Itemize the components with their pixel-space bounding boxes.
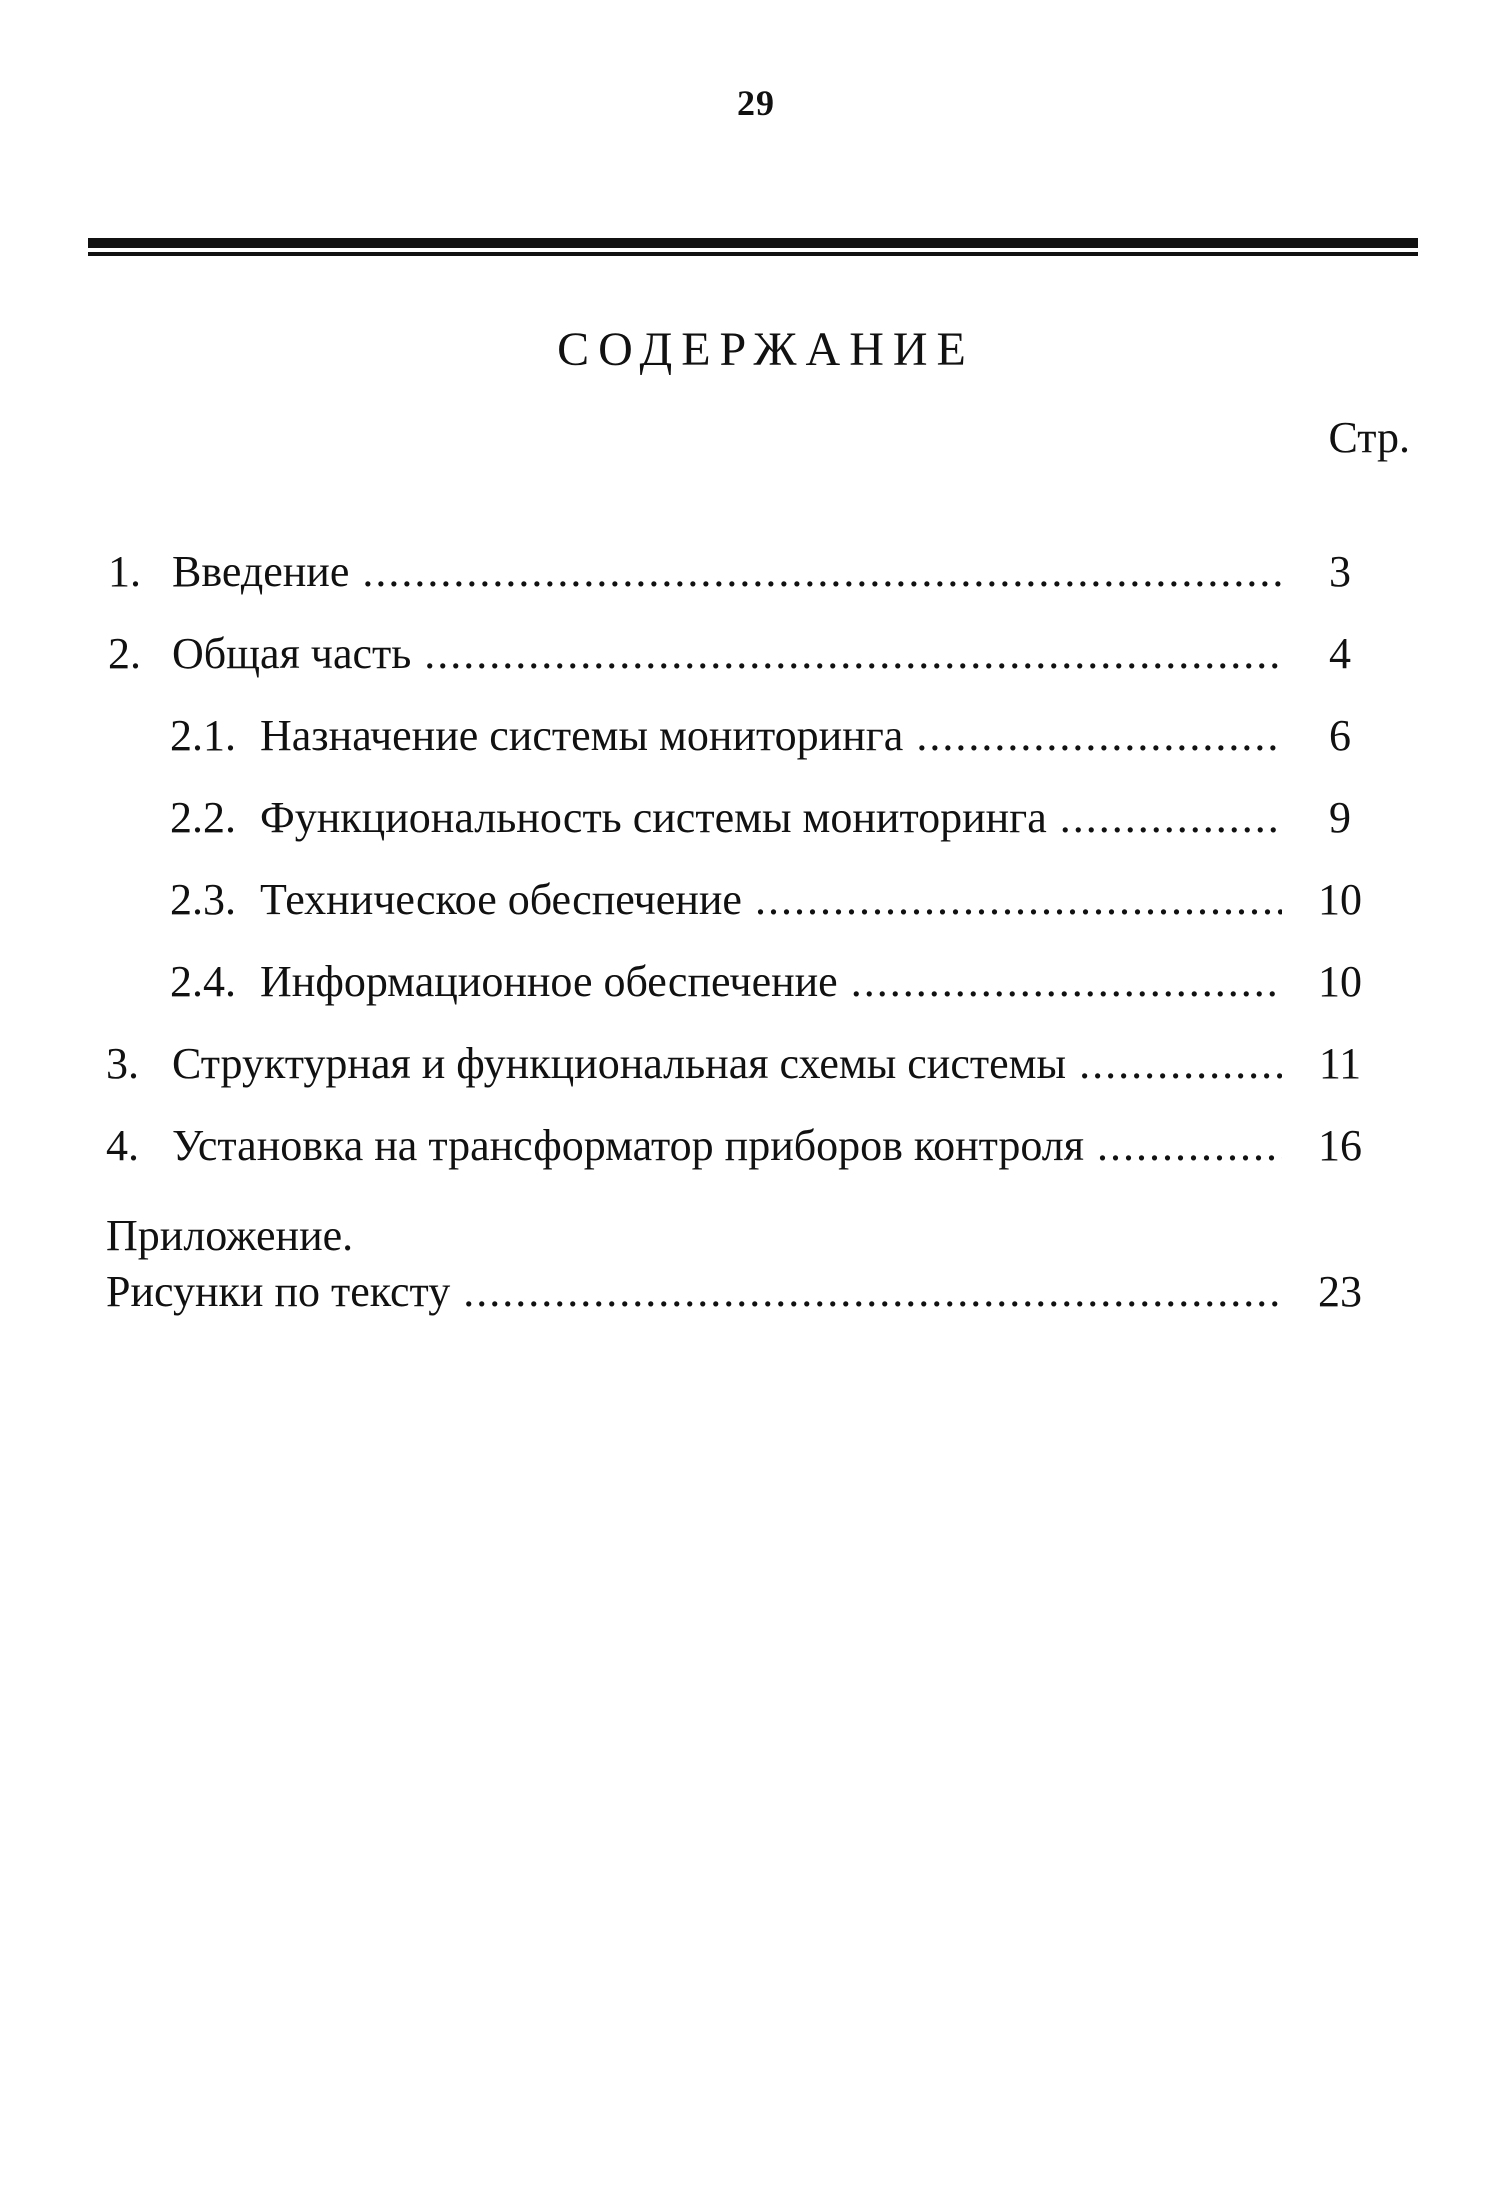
toc-entry-title: Рисунки по тексту ..... — [106, 1262, 1282, 1322]
toc-entry-number: 3. — [106, 1039, 139, 1088]
toc-entry[interactable] — [0, 1034, 1512, 1094]
toc-entry-title: Введение ..... — [172, 542, 1282, 602]
page-number: 29 — [737, 83, 775, 123]
toc-heading: СОДЕРЖАНИЕ — [557, 323, 975, 376]
toc-entry-page: 10 — [1318, 875, 1362, 924]
toc-entry-title: Назначение системы мониторинга ..... — [260, 706, 1282, 766]
page-column-label: Стр. — [1328, 413, 1410, 462]
toc-entry-page: 6 — [1329, 711, 1351, 760]
toc-entry-page: 9 — [1329, 793, 1351, 842]
toc-entry-title: Установка на трансформатор приборов контроля ..... — [172, 1116, 1282, 1176]
toc-entry-number: 2.2. — [170, 793, 236, 842]
toc-entry[interactable] — [0, 788, 1512, 848]
toc-entry[interactable] — [0, 706, 1512, 766]
toc-entry-title: Информационное обеспечение ..... — [260, 952, 1282, 1012]
toc-entry-page: 3 — [1329, 547, 1351, 596]
toc-entry-page: 23 — [1318, 1267, 1362, 1316]
toc-entry[interactable] — [0, 870, 1512, 930]
toc-entry-title: Техническое обеспечение ..... — [260, 870, 1282, 930]
toc-entry[interactable] — [0, 952, 1512, 1012]
toc-entry-title: Функциональность системы мониторинга ..... — [260, 788, 1282, 848]
toc-entry-number: 2.1. — [170, 711, 236, 760]
toc-entry[interactable] — [0, 624, 1512, 684]
header-rule-thin — [88, 252, 1418, 256]
toc-entry-title: Общая часть ..... — [172, 624, 1282, 684]
toc-entry-page: 10 — [1318, 957, 1362, 1006]
toc-entry-number: 2.3. — [170, 875, 236, 924]
toc-entry-page: 11 — [1318, 1039, 1362, 1088]
toc-entry-number: 4. — [106, 1121, 139, 1170]
toc-entry-number: 1. — [108, 547, 141, 596]
appendix-label: Приложение. — [106, 1211, 354, 1260]
toc-entry-number: 2.4. — [170, 957, 236, 1006]
toc-entry[interactable] — [0, 542, 1512, 602]
toc-entry-page: 4 — [1329, 629, 1351, 678]
toc-entry-number: 2. — [108, 629, 141, 678]
toc-entry[interactable] — [0, 1116, 1512, 1176]
header-rule-thick — [88, 238, 1418, 248]
toc-entry-title: Структурная и функциональная схемы системы ..... — [172, 1034, 1282, 1094]
toc-entry-page: 16 — [1318, 1121, 1362, 1170]
toc-entry-appendix[interactable] — [0, 1262, 1512, 1322]
